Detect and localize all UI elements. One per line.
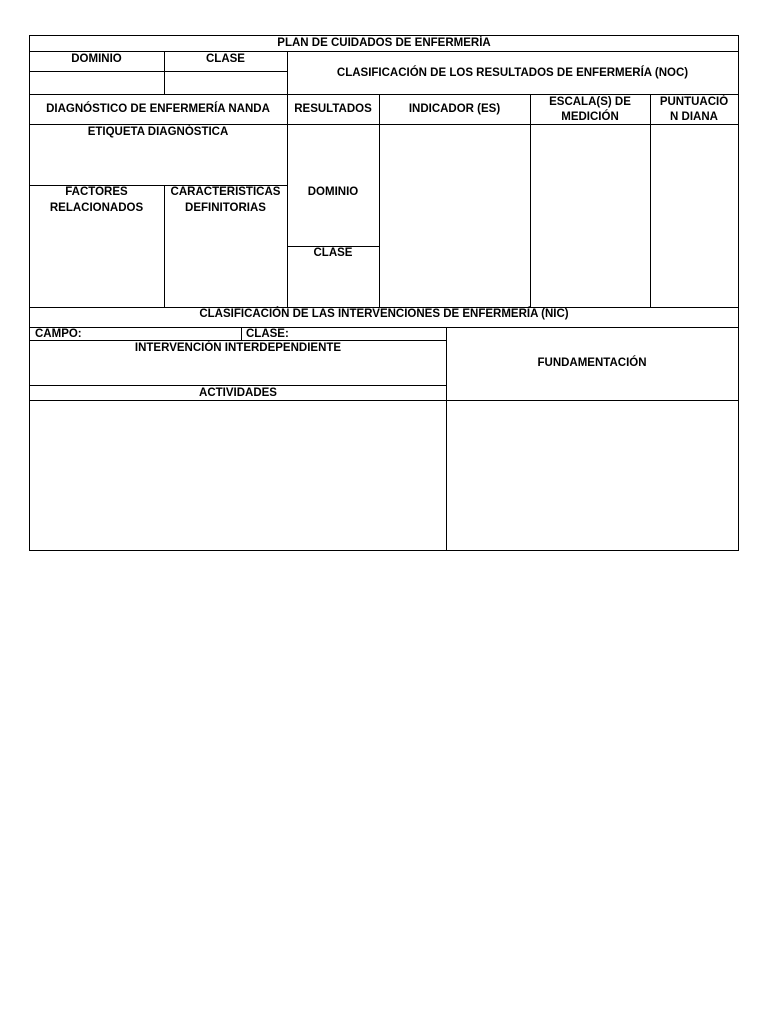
divider-indicador-escala [530,94,531,307]
factores-label-line2: RELACIONADOS [49,202,144,214]
form-title: PLAN DE CUIDADOS DE ENFERMERÍA [277,37,491,49]
dominio-header: DOMINIO [71,53,122,65]
caracteristicas-label-line1: CARACTERISTICAS [170,186,281,198]
fundamentacion-label: FUNDAMENTACIÓN [537,357,647,369]
divider-resultados-indicador [379,94,380,307]
rule-dominio-clase-header [29,71,287,72]
resultados-clase-label: CLASE [313,247,353,259]
nic-clase-label: CLASE: [246,328,289,340]
intervencion-label: INTERVENCIÓN INTERDEPENDIENTE [134,342,342,354]
resultados-header: RESULTADOS [294,103,372,115]
nanda-diagnosis-header: DIAGNÓSTICO DE ENFERMERÍA NANDA [46,103,270,115]
border-bottom [29,550,739,551]
indicador-header: INDICADOR (ES) [408,103,501,115]
rule-below-nic [29,327,739,328]
resultados-dominio-label: DOMINIO [307,186,359,198]
border-right [738,35,739,551]
campo-label: CAMPO: [35,328,82,340]
caracteristicas-label-line2: DEFINITORIAS [185,202,266,214]
escala-header-line2: MEDICIÓN [561,111,619,123]
divider-campo-clase [241,327,242,341]
puntuacion-header-line2: N DIANA [670,111,718,123]
divider-nanda-resultados [287,94,288,307]
clase-header: CLASE [206,53,245,65]
escala-header-line1: ESCALA(S) DE [549,96,631,108]
puntuacion-header-line1: PUNTUACIÓ [659,96,729,108]
noc-title: CLASIFICACIÓN DE LOS RESULTADOS DE ENFERMERÍA (NOC) [336,67,689,79]
actividades-label: ACTIVIDADES [199,387,277,399]
divider-escala-puntuacion [650,94,651,307]
nic-title: CLASIFICACIÓN DE LAS INTERVENCIONES DE ENFERMERÍA (NIC) [199,308,569,320]
factores-label-line1: FACTORES [65,186,128,198]
etiqueta-diagnostica-label: ETIQUETA DIAGNÓSTICA [87,126,229,138]
